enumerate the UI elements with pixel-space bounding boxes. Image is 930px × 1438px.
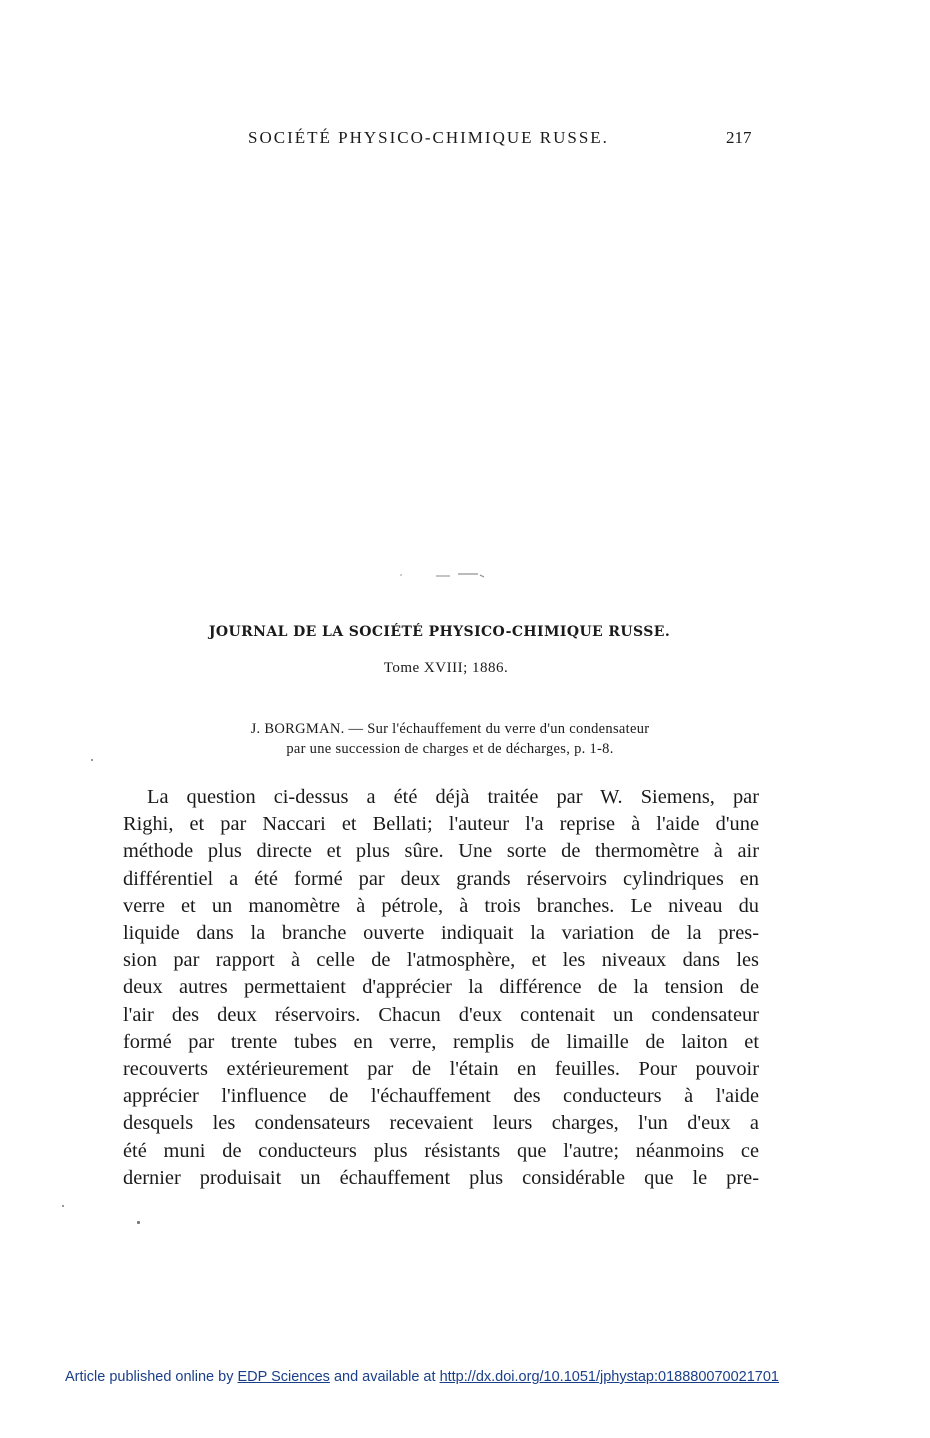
body-line: recouverts extérieurement par de l'étain en feuilles. Pour pouvoir: [123, 1058, 759, 1081]
page-number: 217: [726, 128, 752, 147]
section-ornament: [398, 568, 488, 580]
footer-middle: and available at: [329, 1369, 440, 1385]
running-title: SOCIÉTÉ PHYSICO-CHIMIQUE RUSSE.: [248, 128, 609, 147]
article-heading-line: J. BORGMAN. — Sur l'échauffement du verre d'un condensateur: [250, 721, 650, 737]
body-line: l'air des deux réservoirs. Chacun d'eux contenait un condensateur: [123, 1003, 759, 1026]
body-line: La question ci-dessus a été déjà traitée par W. Siemens, par: [147, 786, 759, 808]
journal-title: JOURNAL DE LA SOCIÉTÉ PHYSICO-CHIMIQUE RUSSE.: [208, 624, 671, 640]
publication-footer: [65, 1369, 779, 1385]
body-line: liquide dans la branche ouverte indiquait la variation de la pres-: [123, 922, 759, 945]
running-head: [0, 128, 930, 158]
article-heading-line: par une succession de charges et de décharges, p. 1-8.: [286, 741, 614, 757]
body-line: verre et un manomètre à pétrole, à trois branches. Le niveau du: [123, 894, 759, 917]
body-line: été muni de conducteurs plus résistants que l'autre; néanmoins ce: [123, 1139, 759, 1162]
doi-link[interactable]: http://dx.doi.org/10.1051/jphystap:018880070021701: [439, 1369, 779, 1385]
article-heading: [160, 719, 740, 759]
scan-speck: [91, 759, 93, 761]
scan-speck: [137, 1221, 140, 1224]
body-line: différentiel a été formé par deux grands réservoirs cylindriques en: [123, 867, 759, 890]
body-line: Righi, et par Naccari et Bellati; l'auteur l'a reprise à l'aide d'une: [123, 813, 759, 836]
body-line: dernier produisait un échauffement plus considérable que le pre-: [123, 1166, 759, 1189]
publisher-link[interactable]: EDP Sciences: [237, 1369, 330, 1385]
body-line: sion par rapport à celle de l'atmosphère, et les niveaux dans les: [123, 949, 759, 972]
body-line: formé par trente tubes en verre, remplis de limaille de laiton et: [123, 1030, 759, 1053]
footer-prefix: Article published online by: [65, 1369, 238, 1385]
body-line: apprécier l'influence de l'échauffement des conducteurs à l'aide: [123, 1085, 759, 1108]
article-body: [123, 784, 759, 1192]
scan-speck: [62, 1205, 64, 1207]
body-line: desquels les condensateurs recevaient leurs charges, l'un d'eux a: [123, 1112, 759, 1135]
journal-volume: Tome XVIII; 1886.: [383, 660, 509, 676]
body-line: méthode plus directe et plus sûre. Une sorte de thermomètre à air: [123, 840, 759, 863]
body-line: deux autres permettaient d'apprécier la différence de la tension de: [123, 976, 759, 999]
